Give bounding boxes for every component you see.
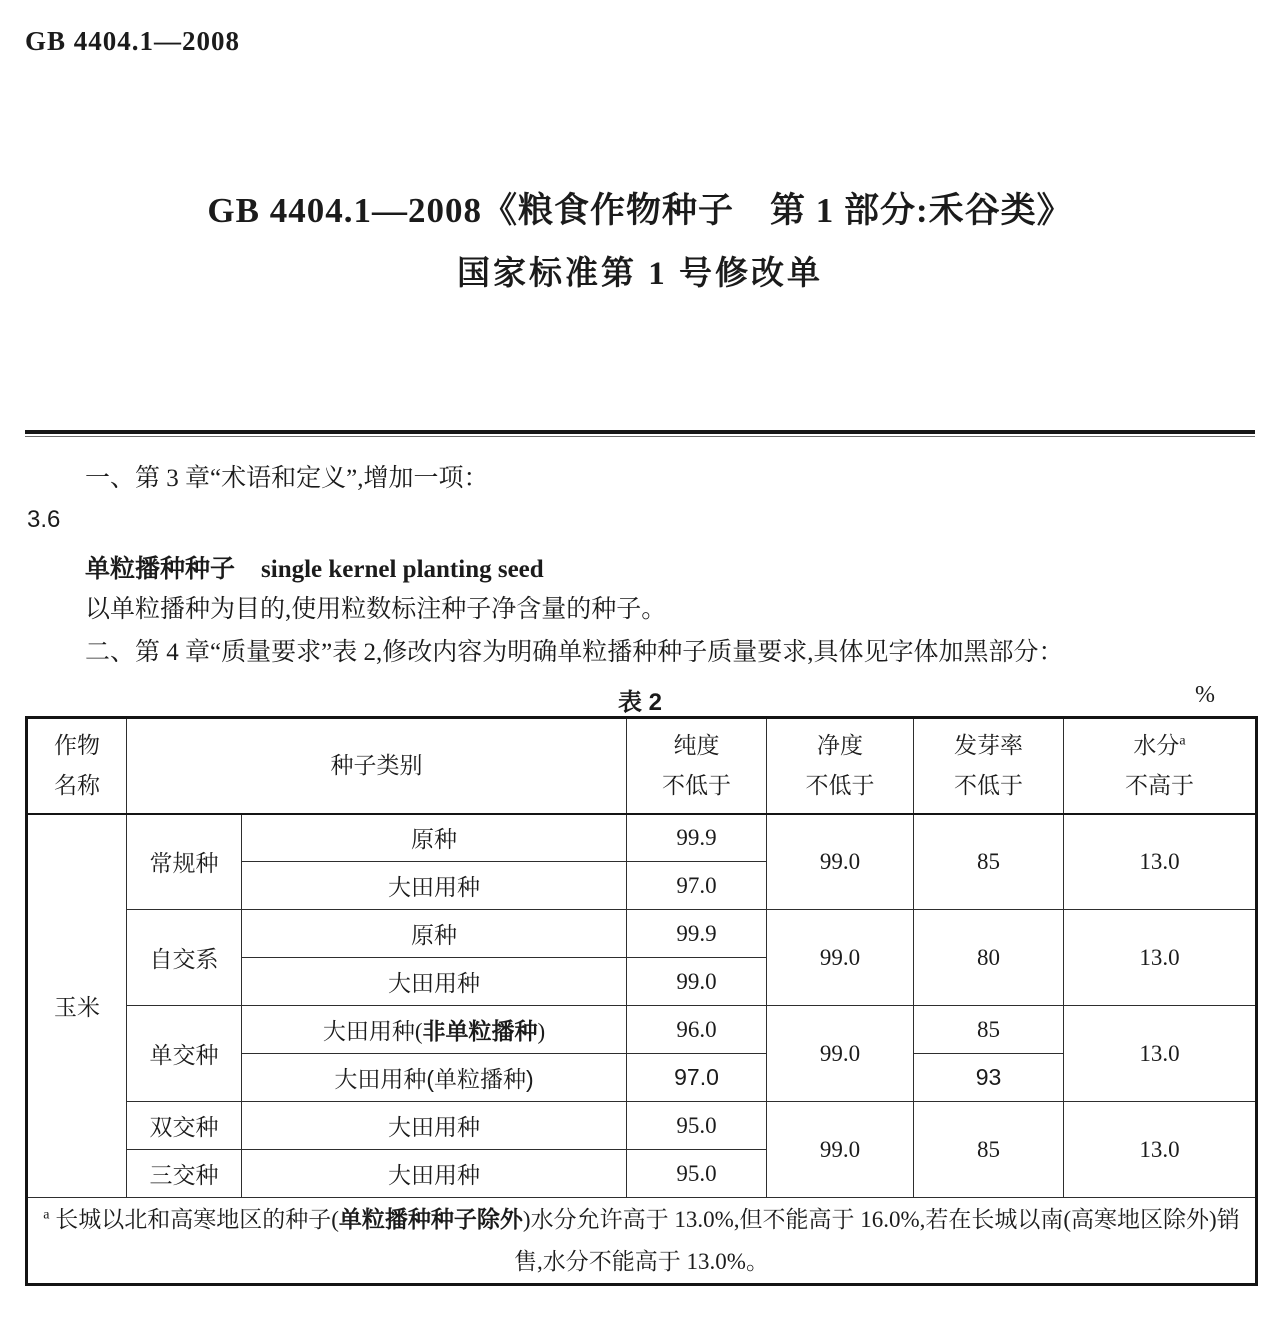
header-germination-line2: 不低于: [954, 772, 1023, 798]
cell-crop-corn: 玉米: [27, 814, 127, 1198]
term-definition-heading: [25, 549, 1255, 585]
header-purity-line1: 纯度: [673, 732, 720, 758]
cell-type-r4: 大田用种: [242, 958, 627, 1006]
cell-type-r5: [242, 1006, 627, 1054]
term-english: single kernel planting seed: [261, 556, 544, 583]
table-row: [27, 1006, 1257, 1054]
cell-purity-r3: 99.9: [627, 910, 767, 958]
standard-number: GB 4404.1—2008: [25, 26, 241, 56]
document-title-line1: GB 4404.1—2008《粮食作物种子 第 1 部分:禾谷类》: [207, 191, 1073, 230]
cell-purity-r1: 99.9: [627, 814, 767, 862]
header-cleanliness-line1: 净度: [817, 732, 863, 758]
table-footnote-row: [27, 1198, 1257, 1285]
header-moisture-footnote-mark: a: [1179, 733, 1186, 749]
cell-type-r1: 原种: [242, 814, 627, 862]
table-row: [27, 814, 1257, 862]
header-crop-line1: 作物: [54, 732, 100, 758]
cell-type-r5-suffix: ): [537, 1019, 546, 1044]
cell-moist-r1: 13.0: [1064, 814, 1257, 910]
cell-purity-r6: 97.0: [627, 1054, 767, 1102]
cell-germ-r6: 93: [914, 1054, 1064, 1102]
paragraph-table-modification: 二、第 4 章“质量要求”表 2,修改内容为明确单粒播种种子质量要求,具体见字体加黑部分：: [85, 639, 1064, 666]
header-purity: [627, 718, 767, 814]
cell-group-double-cross: 双交种: [127, 1102, 242, 1150]
cell-germ-r1: 85: [914, 814, 1064, 910]
footnote-text-bold: 单粒播种种子除外: [338, 1206, 523, 1232]
cell-germ-r5: 85: [914, 1006, 1064, 1054]
header-moisture-line2: 不高于: [1125, 772, 1194, 798]
footnote-text-part1: 长城以北和高寒地区的种子(: [55, 1207, 339, 1232]
cell-germ-r7: 85: [914, 1102, 1064, 1198]
cell-purity-r8: 95.0: [627, 1150, 767, 1198]
cell-clean-r3: 99.0: [767, 910, 914, 1006]
header-moisture: [1064, 718, 1257, 814]
footnote-text-part2: )水分允许高于 13.0%,但不能高于 16.0%,若在长城以南(高寒地区除外)销售,水分不能高于 13.0%。: [514, 1207, 1240, 1274]
header-cleanliness: [767, 718, 914, 814]
term-definition-text: 以单粒播种为目的,使用粒数标注种子净含量的种子。: [85, 596, 667, 623]
header-moisture-label: 水分: [1133, 732, 1180, 758]
cell-clean-r7: 99.0: [767, 1102, 914, 1198]
cell-type-r3: 原种: [242, 910, 627, 958]
cell-group-inbred: 自交系: [127, 910, 242, 1006]
table-caption: 表 2: [617, 689, 662, 716]
cell-type-r2: 大田用种: [242, 862, 627, 910]
table-caption-bar: [25, 682, 1255, 714]
header-germination: [914, 718, 1064, 814]
term-chinese: 单粒播种种子: [85, 555, 236, 583]
cell-germ-r3: 80: [914, 910, 1064, 1006]
header-seed-class: 种子类别: [127, 718, 627, 814]
document-title-line2: 国家标准第 1 号修改单: [457, 256, 823, 292]
cell-moist-r7: 13.0: [1064, 1102, 1257, 1198]
cell-purity-r7: 95.0: [627, 1102, 767, 1150]
table-row: [27, 910, 1257, 958]
paragraph-terms-addition: 一、第 3 章“术语和定义”,增加一项：: [85, 465, 489, 492]
header-cleanliness-line2: 不低于: [805, 772, 875, 798]
header-divider-rule: [25, 430, 1255, 437]
table-header-row: [27, 718, 1257, 814]
cell-group-conventional: 常规种: [127, 814, 242, 910]
cell-purity-r4: 99.0: [627, 958, 767, 1006]
clause-number: 3.6: [27, 506, 61, 533]
cell-clean-r1: 99.0: [767, 814, 914, 910]
cell-type-r8: 大田用种: [242, 1150, 627, 1198]
cell-type-r5-prefix: 大田用种(: [322, 1019, 423, 1044]
header-germination-line1: 发芽率: [954, 732, 1023, 758]
cell-purity-r2: 97.0: [627, 862, 767, 910]
table-row: [27, 1102, 1257, 1150]
cell-moist-r5: 13.0: [1064, 1006, 1257, 1102]
header-crop-line2: 名称: [54, 772, 100, 798]
header-moisture-line1: [1068, 726, 1251, 766]
table-footnote: [27, 1198, 1257, 1285]
cell-group-single-cross: 单交种: [127, 1006, 242, 1102]
cell-type-r6: 大田用种(单粒播种): [242, 1054, 627, 1102]
quality-requirements-table: [25, 716, 1258, 1286]
cell-purity-r5: 96.0: [627, 1006, 767, 1054]
cell-moist-r3: 13.0: [1064, 910, 1257, 1006]
footnote-mark: a: [43, 1207, 50, 1223]
title-block: [25, 183, 1255, 294]
cell-clean-r5: 99.0: [767, 1006, 914, 1102]
header-purity-line2: 不低于: [662, 772, 731, 798]
cell-group-triple-cross: 三交种: [127, 1150, 242, 1198]
cell-type-r5-bold: 非单粒播种: [422, 1018, 538, 1044]
header-crop-name: [27, 718, 127, 814]
table-unit-percent: %: [1195, 682, 1215, 708]
cell-type-r7: 大田用种: [242, 1102, 627, 1150]
